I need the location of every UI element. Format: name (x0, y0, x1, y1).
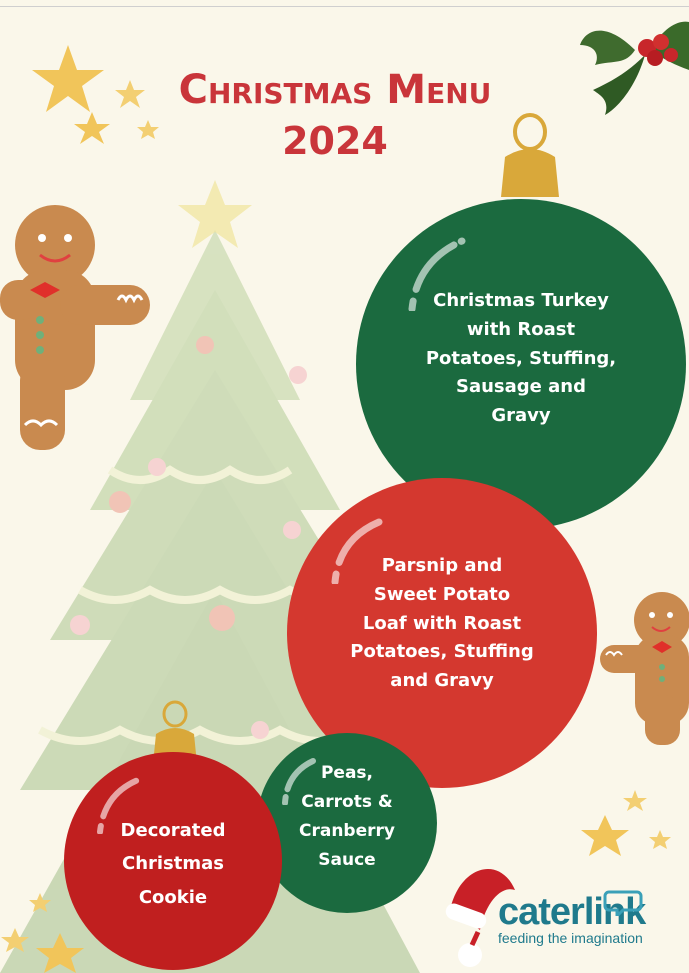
holly-icon (575, 10, 689, 120)
gold-stars-icon (30, 40, 180, 150)
sides-line: Sauce (318, 849, 376, 870)
gold-stars-right-icon (575, 780, 685, 860)
sides-line: Carrots & (301, 791, 393, 812)
caterlink-logo (498, 892, 678, 946)
sides-line: Peas, (320, 763, 374, 783)
menu-title-year: 2024 (282, 119, 388, 163)
dessert-line: Cookie (138, 886, 208, 908)
main-course-line: Christmas Turkey (433, 290, 609, 311)
logo-tagline: feeding the imagination (498, 930, 643, 946)
main-course-line: with Roast (466, 318, 576, 340)
vegetarian-line: Sweet Potato (373, 583, 511, 605)
dessert-text (64, 814, 282, 914)
vegetarian-line: and Gravy (390, 670, 494, 692)
main-course-line: Gravy (491, 405, 551, 427)
menu-title-line1: Christmas Menu (178, 67, 492, 113)
sides-text (257, 759, 437, 875)
vegetarian-course-text (287, 552, 597, 696)
top-border (0, 6, 689, 7)
logo-brand: caterlink (498, 891, 646, 933)
speech-bubble-icon (603, 888, 643, 916)
ornament-main-course (356, 199, 686, 529)
vegetarian-line: Parsnip and (381, 555, 503, 576)
vegetarian-line: Potatoes, Stuffing (350, 641, 534, 663)
gingerbread-man-icon (0, 200, 160, 450)
dessert-line: Christmas (121, 853, 224, 875)
dessert-line: Decorated (120, 820, 226, 841)
main-course-line: Sausage and (456, 376, 586, 398)
ornament-dessert (64, 752, 282, 970)
vegetarian-line: Loaf with Roast (362, 612, 522, 634)
sides-line: Cranberry (299, 820, 395, 841)
ornament-sides (257, 733, 437, 913)
menu-title (170, 64, 500, 166)
main-course-line: Potatoes, Stuffing, (425, 347, 617, 369)
ornament-cap-icon (495, 112, 565, 202)
gingerbread-man-right-icon (600, 585, 689, 745)
main-course-text (356, 287, 686, 431)
